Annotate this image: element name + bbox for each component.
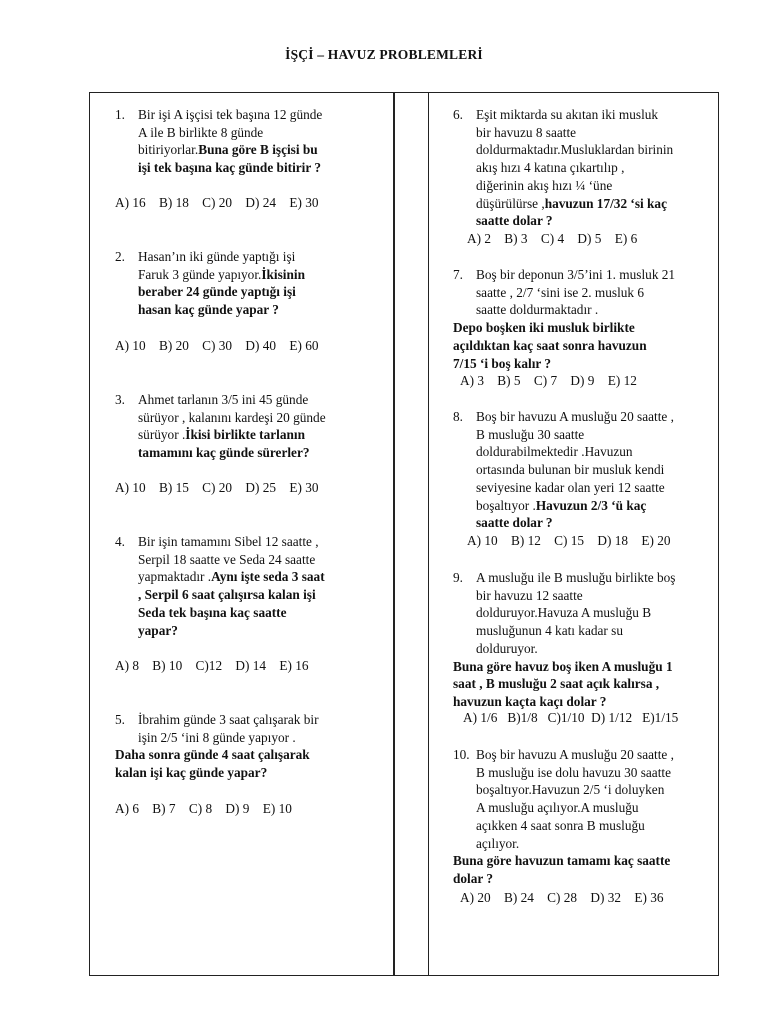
question-number: 2. [115,249,125,264]
question-text-line: Hasan’ın iki günde yaptığı işi [138,249,296,264]
question-prompt-line: Depo boşken iki musluk birlikte [453,320,635,336]
question-text-line: Bir işin tamamını Sibel 12 saatte , [138,534,319,549]
question-text-line: B musluğu ise dolu havuzu 30 saatte [476,764,671,780]
question-text-line: doldurabilmektedir .Havuzun [476,444,633,460]
question-text-line: Ahmet tarlanın 3/5 ini 45 günde [138,392,309,407]
question-prompt-segment: Havuzun 2/3 ‘ü kaç [535,497,647,513]
question-text-line: Boş bir havuzu A musluğu 20 saatte , [476,409,674,424]
question-text-segment: düşürülürse , [476,195,545,211]
question-text-line: boşaltıyor.Havuzun 2/5 ‘i doluyken [476,782,665,798]
question-prompt-line: saatte dolar ? [476,213,553,229]
question-text-line: diğerinin akış hızı ¼ ‘üne [476,177,613,193]
question-text-line: saatte , 2/7 ‘sini ise 2. musluk 6 [476,284,645,300]
answer-options: A) 10 B) 20 C) 30 D) 40 E) 60 [115,338,319,353]
answer-options: A) 6 B) 7 C) 8 D) 9 E) 10 [115,801,292,816]
question-number: 3. [115,392,125,407]
question-text-line: sürüyor , kalanını kardeşi 20 günde [138,409,326,425]
question-number: 1. [115,107,125,122]
answer-options: A) 1/6 B)1/8 C)1/10 D) 1/12 E)1/15 [463,710,679,725]
question-text-line: Serpil 18 saatte ve Seda 24 saatte [138,551,316,567]
question-prompt-line: hasan kaç günde yapar ? [138,302,279,318]
question-prompt-line: işi tek başına kaç günde bitirir ? [138,160,321,176]
question-text-line: musluğunun 4 katı kadar su [476,623,623,639]
question-text-line: Bir işi A işçisi tek başına 12 günde [138,107,323,122]
question-mixed-line [138,568,325,586]
question-text-line: A musluğu açılıyor.A musluğu [476,800,639,816]
question-prompt-line: açıldıktan kaç saat sonra havuzun [453,337,647,353]
answer-options: A) 3 B) 5 C) 7 D) 9 E) 12 [460,373,637,388]
question-prompt-line: Daha sonra günde 4 saat çalışarak [115,747,310,763]
question-prompt-line: saat , B musluğu 2 saat açık kalırsa , [453,676,660,692]
question-mixed-line [138,141,318,159]
question-text-line: B musluğu 30 saatte [476,426,585,442]
question-prompt-line: Buna göre havuz boş iken A musluğu 1 [453,658,673,674]
question-text-line: açılıyor. [476,835,520,851]
question-text-line: seviyesine kadar olan yeri 12 saatte [476,479,665,495]
question-prompt-segment: İkisi birlikte tarlanın [185,427,305,443]
question-mixed-line [476,195,667,213]
question-prompt-segment: İkisinin [261,266,305,282]
question-prompt-segment: Aynı işte seda 3 saat [211,569,325,585]
question-prompt-line: , Serpil 6 saat çalışırsa kalan işi [138,587,316,603]
question-text-line: bir havuzu 12 saatte [476,587,583,603]
question-number: 4. [115,534,125,549]
column-divider [428,92,429,976]
question-number: 9. [453,570,463,585]
question-number: 6. [453,107,463,122]
question-number: 8. [453,409,463,424]
question-text-line: dolduruyor.Havuza A musluğu B [476,605,652,621]
question-prompt-segment: Buna göre B işçisi bu [198,142,318,158]
question-text-line: doldurmaktadır.Musluklardan birinin [476,142,674,158]
question-text-line: bir havuzu 8 saatte [476,124,577,140]
question-text-segment: yapmaktadır . [138,569,212,585]
answer-options: A) 20 B) 24 C) 28 D) 32 E) 36 [460,890,664,905]
question-mixed-line [138,266,305,284]
question-number: 5. [115,712,125,727]
question-mixed-line [476,497,646,515]
question-text-line: Eşit miktarda su akıtan iki musluk [476,107,659,122]
question-prompt-line: havuzun kaçta kaçı dolar ? [453,693,607,709]
answer-options: A) 10 B) 12 C) 15 D) 18 E) 20 [467,533,671,548]
question-mixed-line [138,426,305,444]
question-text-line: saatte doldurmaktadır . [476,302,599,318]
answer-options: A) 16 B) 18 C) 20 D) 24 E) 30 [115,195,319,210]
answer-options: A) 8 B) 10 C)12 D) 14 E) 16 [115,658,309,673]
question-prompt-line: Seda tek başına kaç saatte [138,604,287,620]
question-prompt-line: saatte dolar ? [476,515,553,531]
question-prompt-line: yapar? [138,622,178,638]
question-text-line: işin 2/5 ‘ini 8 günde yapıyor . [138,729,296,745]
question-text-line: A ile B birlikte 8 günde [138,124,264,140]
question-text-segment: bitiriyorlar. [138,142,199,158]
answer-options: A) 10 B) 15 C) 20 D) 25 E) 30 [115,480,319,495]
page-title: İŞÇİ – HAVUZ PROBLEMLERİ [285,47,483,62]
question-text-segment: Faruk 3 günde yapıyor. [138,266,262,282]
question-number: 7. [453,267,463,282]
question-text-segment: sürüyor . [138,427,186,443]
question-text-line: dolduruyor. [476,640,538,656]
question-prompt-line: beraber 24 günde yaptığı işi [138,284,296,300]
question-number: 10. [453,747,470,762]
question-prompt-line: dolar ? [453,870,494,886]
question-text-line: akış hızı 4 katına çıkartılıp , [476,160,625,176]
question-text-line: İbrahim günde 3 saat çalışarak bir [138,712,319,727]
question-text-line: açıkken 4 saat sonra B musluğu [476,817,645,833]
question-text-line: ortasında bulunan bir musluk kendi [476,462,665,478]
question-prompt-line: tamamını kaç günde sürerler? [138,445,310,461]
question-prompt-line: 7/15 ‘i boş kalır ? [453,355,552,371]
question-text-line: Boş bir havuzu A musluğu 20 saatte , [476,747,674,762]
question-prompt-segment: havuzun 17/32 ‘si kaç [544,195,667,211]
question-prompt-line: Buna göre havuzun tamamı kaç saatte [453,853,671,869]
question-text-line: Boş bir deponun 3/5’ini 1. musluk 21 [476,267,676,282]
question-text-segment: boşaltıyor . [476,497,536,513]
answer-options: A) 2 B) 3 C) 4 D) 5 E) 6 [467,231,638,246]
question-text-line: A musluğu ile B musluğu birlikte boş [476,570,676,585]
question-prompt-line: kalan işi kaç günde yapar? [115,765,268,781]
